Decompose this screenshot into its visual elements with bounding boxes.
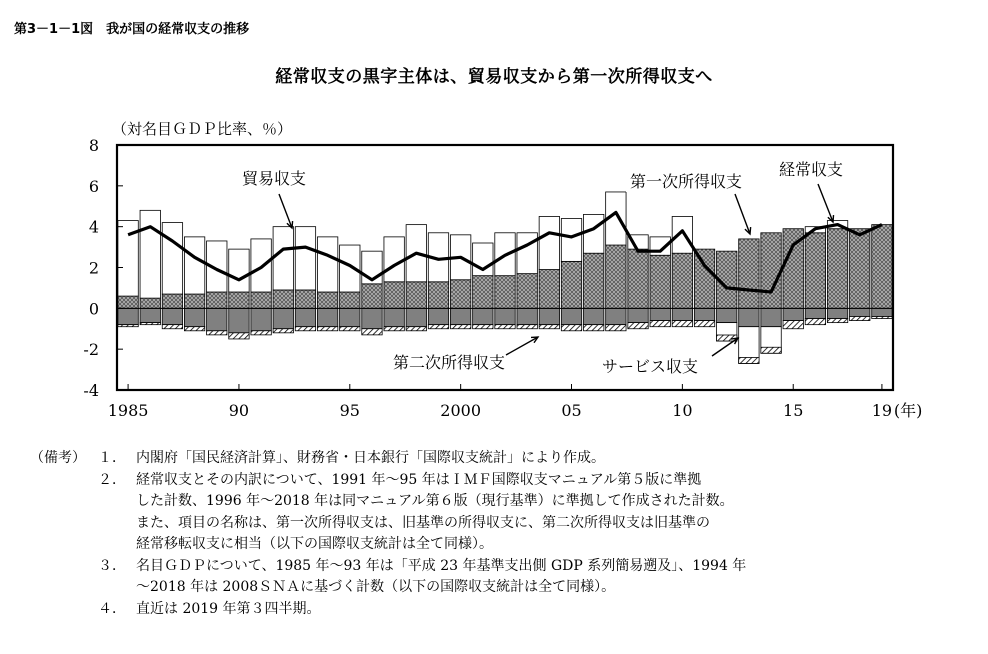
bar-secondary-income-1988 bbox=[184, 308, 204, 326]
bar-primary-income-2001 bbox=[473, 276, 493, 309]
notes-heading bbox=[30, 513, 98, 535]
bar-services-balance-1995 bbox=[340, 327, 360, 331]
bar-services-balance-2010 bbox=[672, 321, 692, 327]
bar-primary-income-1986 bbox=[140, 298, 160, 308]
bar-primary-income-2009 bbox=[650, 255, 670, 308]
arrow-current-account bbox=[818, 184, 833, 222]
y-tick-label: 4 bbox=[88, 217, 99, 237]
notes-heading bbox=[30, 491, 98, 513]
bar-primary-income-1985 bbox=[118, 296, 138, 308]
bar-secondary-income-2018 bbox=[850, 308, 870, 316]
y-tick-label: 2 bbox=[88, 258, 99, 278]
bar-trade-balance-1987 bbox=[162, 223, 182, 294]
bar-services-balance-1989 bbox=[207, 331, 227, 335]
bar-secondary-income-2000 bbox=[450, 308, 470, 324]
bar-secondary-income-2001 bbox=[473, 308, 493, 324]
bar-secondary-income-1992 bbox=[273, 308, 293, 328]
bar-trade-balance-1992 bbox=[273, 227, 293, 290]
note-text: 経常移転収支に相当（以下の国際収支統計は全て同様）。 bbox=[136, 536, 493, 552]
bar-services-balance-2019 bbox=[872, 317, 892, 319]
bar-services-balance-1987 bbox=[162, 325, 182, 329]
bar-services-cap-2013 bbox=[739, 357, 759, 363]
bar-secondary-income-2014 bbox=[761, 308, 781, 326]
bar-trade-balance-1993 bbox=[295, 227, 315, 290]
bar-primary-income-1996 bbox=[362, 284, 382, 309]
bar-secondary-income-1986 bbox=[140, 308, 160, 322]
bar-services-balance-1988 bbox=[184, 327, 204, 331]
bar-secondary-income-1987 bbox=[162, 308, 182, 324]
bar-secondary-income-2008 bbox=[628, 308, 648, 322]
bar-services-balance-1985 bbox=[118, 325, 138, 327]
bar-trade-balance-2003 bbox=[517, 233, 537, 274]
bar-primary-income-2014 bbox=[761, 233, 781, 309]
bar-primary-income-1989 bbox=[207, 292, 227, 308]
bar-secondary-income-1990 bbox=[229, 308, 249, 333]
bar-services-balance-2009 bbox=[650, 321, 670, 327]
x-tick-label: 2000 bbox=[440, 401, 482, 420]
bar-secondary-income-1993 bbox=[295, 308, 315, 326]
bar-primary-income-2008 bbox=[628, 249, 648, 308]
bar-secondary-income-1994 bbox=[317, 308, 337, 326]
bar-secondary-income-2019 bbox=[872, 308, 892, 316]
bar-secondary-income-2016 bbox=[805, 308, 825, 318]
bar-primary-income-2002 bbox=[495, 276, 515, 309]
bar-secondary-income-1996 bbox=[362, 308, 382, 328]
y-tick-label: 8 bbox=[88, 136, 99, 155]
bar-services-balance-1986 bbox=[140, 323, 160, 325]
note-text: 経常収支とその内訳について、1991 年～95 年はＩＭＦ国際収支マニュアル第５版に準拠 bbox=[136, 471, 702, 488]
bar-services-balance-1996 bbox=[362, 329, 382, 335]
note-line bbox=[30, 448, 980, 470]
x-tick-label: 90 bbox=[228, 401, 250, 420]
bar-services-balance-2017 bbox=[827, 319, 847, 323]
note-text: した計数、1996 年～2018 年は同マニュアル第６版（現行基準）に準拠して作成された計数。 bbox=[136, 493, 734, 509]
bar-services-cap-2014 bbox=[761, 347, 781, 353]
note-text: 内閣府「国民経済計算」、財務省・日本銀行「国際収支統計」により作成。 bbox=[136, 450, 605, 466]
bar-secondary-income-1989 bbox=[207, 308, 227, 330]
y-tick-label: -2 bbox=[83, 340, 99, 360]
bar-secondary-income-1985 bbox=[118, 308, 138, 324]
bar-primary-income-1994 bbox=[317, 292, 337, 308]
note-text: 直近は 2019 年第３四半期。 bbox=[136, 600, 321, 617]
bar-services-balance-2011 bbox=[694, 321, 714, 327]
bar-services-balance-2001 bbox=[473, 325, 493, 329]
bar-primary-income-2017 bbox=[827, 229, 847, 309]
note-text: 名目ＧＤＰについて、1985 年～93 年は「平成 23 年基準支出側 GDP 系列簡易遡及」、1994 年 bbox=[136, 557, 747, 574]
bar-services-balance-2016 bbox=[805, 319, 825, 325]
bar-primary-income-2004 bbox=[539, 270, 559, 309]
arrow-trade-balance bbox=[279, 194, 292, 228]
bar-primary-income-1993 bbox=[295, 290, 315, 308]
annotation-current-account: 経常収支 bbox=[779, 160, 844, 179]
notes-heading bbox=[30, 577, 98, 599]
bar-primary-income-1990 bbox=[229, 292, 249, 308]
bar-primary-income-1995 bbox=[340, 292, 360, 308]
bar-trade-balance-2006 bbox=[583, 214, 603, 253]
bar-primary-income-2003 bbox=[517, 274, 537, 309]
note-number bbox=[98, 491, 136, 513]
bar-services-balance-2000 bbox=[450, 325, 470, 329]
bar-services-balance-2015 bbox=[783, 321, 803, 329]
notes-heading: （備考） bbox=[30, 450, 86, 466]
bar-services-balance-1991 bbox=[251, 331, 271, 335]
bar-primary-income-2011 bbox=[694, 249, 714, 308]
bar-trade-balance-1994 bbox=[317, 237, 337, 292]
bar-secondary-income-2007 bbox=[606, 308, 626, 324]
bar-secondary-income-2004 bbox=[539, 308, 559, 324]
bar-primary-income-2007 bbox=[606, 245, 626, 308]
note-number bbox=[98, 513, 136, 535]
y-tick-label: -4 bbox=[83, 381, 99, 400]
note-line bbox=[30, 491, 980, 513]
bar-secondary-income-2006 bbox=[583, 308, 603, 324]
bar-primary-income-1992 bbox=[273, 290, 293, 308]
bar-primary-income-2010 bbox=[672, 253, 692, 308]
note-text: ～2018 年は 2008ＳＮＡに基づく計数（以下の国際収支統計は全て同様）。 bbox=[136, 579, 616, 595]
note-line bbox=[30, 470, 980, 492]
bar-primary-income-2005 bbox=[561, 261, 581, 308]
bar-services-balance-1992 bbox=[273, 329, 293, 333]
bar-primary-income-1988 bbox=[184, 294, 204, 308]
bar-primary-income-1997 bbox=[384, 282, 404, 309]
note-number: ２． bbox=[98, 471, 126, 488]
bar-services-balance-1997 bbox=[384, 327, 404, 331]
bar-secondary-income-1997 bbox=[384, 308, 404, 326]
notes-heading bbox=[30, 534, 98, 556]
arrow-secondary-income bbox=[506, 337, 538, 355]
bar-secondary-income-2002 bbox=[495, 308, 515, 324]
bar-secondary-income-2012 bbox=[717, 308, 737, 322]
annotation-services-balance: サービス収支 bbox=[602, 357, 699, 376]
bar-trade-balance-1986 bbox=[140, 210, 160, 298]
notes-heading bbox=[30, 470, 98, 492]
bar-services-balance-2005 bbox=[561, 325, 581, 331]
note-number: １． bbox=[98, 450, 126, 466]
x-tick-label: 05 bbox=[561, 401, 582, 420]
bar-services-balance-2003 bbox=[517, 325, 537, 329]
note-line bbox=[30, 599, 980, 621]
y-tick-label: 6 bbox=[88, 176, 99, 196]
bar-secondary-income-2009 bbox=[650, 308, 670, 320]
note-line bbox=[30, 534, 980, 556]
bar-services-balance-1999 bbox=[428, 325, 448, 329]
bar-primary-income-1999 bbox=[428, 282, 448, 309]
annotation-trade-balance: 貿易収支 bbox=[242, 169, 307, 188]
note-text: また、項目の名称は、第一次所得収支は、旧基準の所得収支に、第二次所得収支は旧基準の bbox=[136, 514, 710, 531]
bar-primary-income-1998 bbox=[406, 282, 426, 309]
note-number: ４． bbox=[98, 600, 126, 617]
bar-primary-income-2016 bbox=[805, 233, 825, 309]
bar-secondary-income-2013 bbox=[739, 308, 759, 326]
arrow-primary-income bbox=[735, 194, 750, 234]
x-tick-label: 19 bbox=[871, 401, 893, 420]
note-line bbox=[30, 513, 980, 535]
bar-primary-income-2018 bbox=[850, 229, 870, 309]
y-tick-label: 0 bbox=[88, 299, 99, 319]
bar-trade-balance-2005 bbox=[561, 219, 581, 262]
chart-title: 経常収支の黒字主体は、貿易収支から第一次所得収支へ bbox=[275, 67, 713, 87]
notes-section bbox=[30, 448, 980, 620]
bar-services-balance-2002 bbox=[495, 325, 515, 329]
x-axis-unit: (年) bbox=[893, 401, 923, 420]
bar-secondary-income-2011 bbox=[694, 308, 714, 320]
note-number: ３． bbox=[98, 557, 126, 574]
bar-trade-balance-2004 bbox=[539, 216, 559, 269]
bar-primary-income-1987 bbox=[162, 294, 182, 308]
x-tick-label: 95 bbox=[339, 401, 360, 420]
bar-primary-income-2019 bbox=[872, 225, 892, 309]
bar-secondary-income-1998 bbox=[406, 308, 426, 326]
bar-services-balance-2018 bbox=[850, 317, 870, 321]
bar-trade-balance-2010 bbox=[672, 216, 692, 253]
bar-services-balance-2004 bbox=[539, 325, 559, 329]
bar-secondary-income-2010 bbox=[672, 308, 692, 320]
note-number bbox=[98, 577, 136, 599]
bar-primary-income-2013 bbox=[739, 239, 759, 308]
bar-services-balance-2008 bbox=[628, 323, 648, 329]
bar-services-balance-1990 bbox=[229, 333, 249, 339]
notes-heading bbox=[30, 556, 98, 578]
bar-services-balance-1998 bbox=[406, 327, 426, 331]
annotation-secondary-income: 第二次所得収支 bbox=[393, 353, 506, 372]
bar-secondary-income-1991 bbox=[251, 308, 271, 330]
bar-services-balance-1993 bbox=[295, 327, 315, 331]
x-tick-label: 10 bbox=[672, 401, 693, 420]
figure-label: 第3－1－1図 我が国の経常収支の推移 bbox=[14, 22, 250, 37]
bar-services-balance-2006 bbox=[583, 325, 603, 331]
x-tick-label: 1985 bbox=[107, 401, 149, 420]
note-line bbox=[30, 577, 980, 599]
bar-secondary-income-2015 bbox=[783, 308, 803, 320]
note-number bbox=[98, 534, 136, 556]
bar-primary-income-2006 bbox=[583, 253, 603, 308]
bar-trade-balance-1990 bbox=[229, 249, 249, 292]
bar-secondary-income-2003 bbox=[517, 308, 537, 324]
note-line bbox=[30, 556, 980, 578]
bar-trade-balance-1997 bbox=[384, 237, 404, 282]
bar-secondary-income-1999 bbox=[428, 308, 448, 324]
y-axis-label: （対名目ＧＤＰ比率、％） bbox=[112, 120, 293, 138]
bar-primary-income-2000 bbox=[450, 280, 470, 309]
bar-services-balance-1994 bbox=[317, 327, 337, 331]
bar-primary-income-1991 bbox=[251, 292, 271, 308]
bar-trade-balance-1988 bbox=[184, 237, 204, 294]
notes-heading bbox=[30, 599, 98, 621]
x-tick-label: 15 bbox=[783, 401, 804, 420]
bar-secondary-income-2017 bbox=[827, 308, 847, 318]
bar-secondary-income-1995 bbox=[340, 308, 360, 326]
bar-secondary-income-2005 bbox=[561, 308, 581, 324]
annotation-primary-income: 第一次所得収支 bbox=[630, 172, 743, 191]
bar-services-balance-2007 bbox=[606, 325, 626, 331]
